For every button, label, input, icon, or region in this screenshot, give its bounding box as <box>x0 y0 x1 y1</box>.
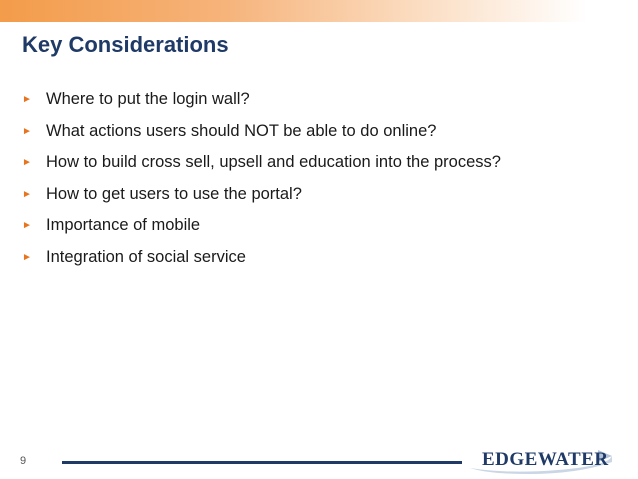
bullet-text: What actions users should NOT be able to do online? <box>46 121 437 140</box>
page-number: 9 <box>20 455 27 467</box>
arrow-bullet-icon: ► <box>22 157 32 168</box>
bullet-list <box>22 90 501 279</box>
bullet-item <box>22 216 501 248</box>
bullet-item <box>22 153 501 185</box>
footer-divider <box>62 461 462 464</box>
bullet-text: Integration of social service <box>46 247 246 266</box>
bullet-text: Importance of mobile <box>46 216 201 234</box>
bullet-text: How to get users to use the portal? <box>46 184 302 203</box>
edgewater-logo <box>468 444 613 474</box>
logo-wordmark: EDGEWATER <box>482 449 609 470</box>
slide-title: Key Considerations <box>22 32 229 57</box>
arrow-bullet-icon: ► <box>22 220 32 231</box>
arrow-bullet-icon: ► <box>22 188 32 200</box>
top-accent-band <box>0 0 638 22</box>
bullet-item <box>22 185 501 217</box>
arrow-bullet-icon: ► <box>22 125 32 137</box>
bullet-item <box>22 90 501 122</box>
bullet-item <box>22 122 501 154</box>
arrow-bullet-icon: ► <box>22 94 32 105</box>
bullet-text: How to build cross sell, upsell and education into the process? <box>46 153 501 171</box>
bullet-item <box>22 248 501 280</box>
bullet-text: Where to put the login wall? <box>46 90 250 108</box>
arrow-bullet-icon: ► <box>22 251 32 263</box>
